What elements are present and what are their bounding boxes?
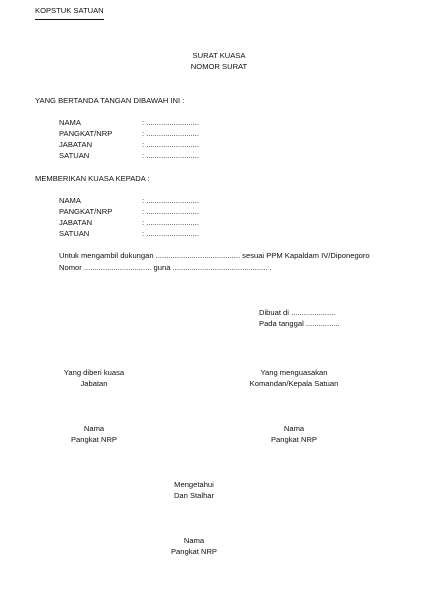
field-value: : ......................... <box>142 118 199 127</box>
sig-center-sub: Dan Stalhar <box>173 491 215 500</box>
kopstuk-label: KOPSTUK SATUAN <box>35 6 104 15</box>
section2-row-nama <box>59 196 219 206</box>
sig-right-title: Yang menguasakan <box>260 368 328 377</box>
section2-row-satuan <box>59 229 219 239</box>
section1-row-satuan <box>59 151 219 161</box>
field-value: : ......................... <box>142 218 199 227</box>
field-label: NAMA <box>59 196 81 205</box>
field-value: : ......................... <box>142 151 199 160</box>
sig-left-name: Nama <box>83 424 105 433</box>
sig-right-name: Nama <box>283 424 305 433</box>
sig-left-title: Yang diberi kuasa <box>63 368 125 377</box>
document-title: SURAT KUASA <box>192 51 246 60</box>
sig-right-sub: Komandan/Kepala Satuan <box>249 379 339 388</box>
document-number: NOMOR SURAT <box>190 62 248 71</box>
sig-left-sub: Jabatan <box>80 379 108 388</box>
field-label: PANGKAT/NRP <box>59 207 113 216</box>
section2-row-pangkat <box>59 207 219 217</box>
field-label: PANGKAT/NRP <box>59 129 113 138</box>
dibuat-di: Dibuat di ..................... <box>259 308 336 317</box>
field-value: : ......................... <box>142 196 199 205</box>
field-value: : ......................... <box>142 207 199 216</box>
sig-right-rank: Pangkat NRP <box>270 435 317 444</box>
field-label: SATUAN <box>59 229 90 238</box>
section1-row-jabatan <box>59 140 219 150</box>
body-line-1: Untuk mengambil dukungan ........................................ sesuai PPM Kapaldam IV/Diponegoro <box>59 251 370 260</box>
sig-center-rank: Pangkat NRP <box>170 547 217 556</box>
field-label: JABATAN <box>59 140 93 149</box>
field-value: : ......................... <box>142 140 199 149</box>
section2-row-jabatan <box>59 218 219 228</box>
sig-center-name: Nama <box>183 536 205 545</box>
section1-row-nama <box>59 118 219 128</box>
body-line-2: Nomor ................................ guna ............................................. . <box>59 263 272 272</box>
sig-center-title: Mengetahui <box>174 480 214 489</box>
kopstuk-underline <box>35 19 104 20</box>
section2-heading: MEMBERIKAN KUASA KEPADA : <box>35 174 150 183</box>
field-value: : ......................... <box>142 229 199 238</box>
field-label: SATUAN <box>59 151 90 160</box>
section1-row-pangkat <box>59 129 219 139</box>
field-label: NAMA <box>59 118 81 127</box>
field-label: JABATAN <box>59 218 93 227</box>
field-value: : ......................... <box>142 129 199 138</box>
sig-left-rank: Pangkat NRP <box>70 435 117 444</box>
section1-heading: YANG BERTANDA TANGAN DIBAWAH INI : <box>35 96 185 105</box>
pada-tanggal: Pada tanggal ................ <box>259 319 340 328</box>
